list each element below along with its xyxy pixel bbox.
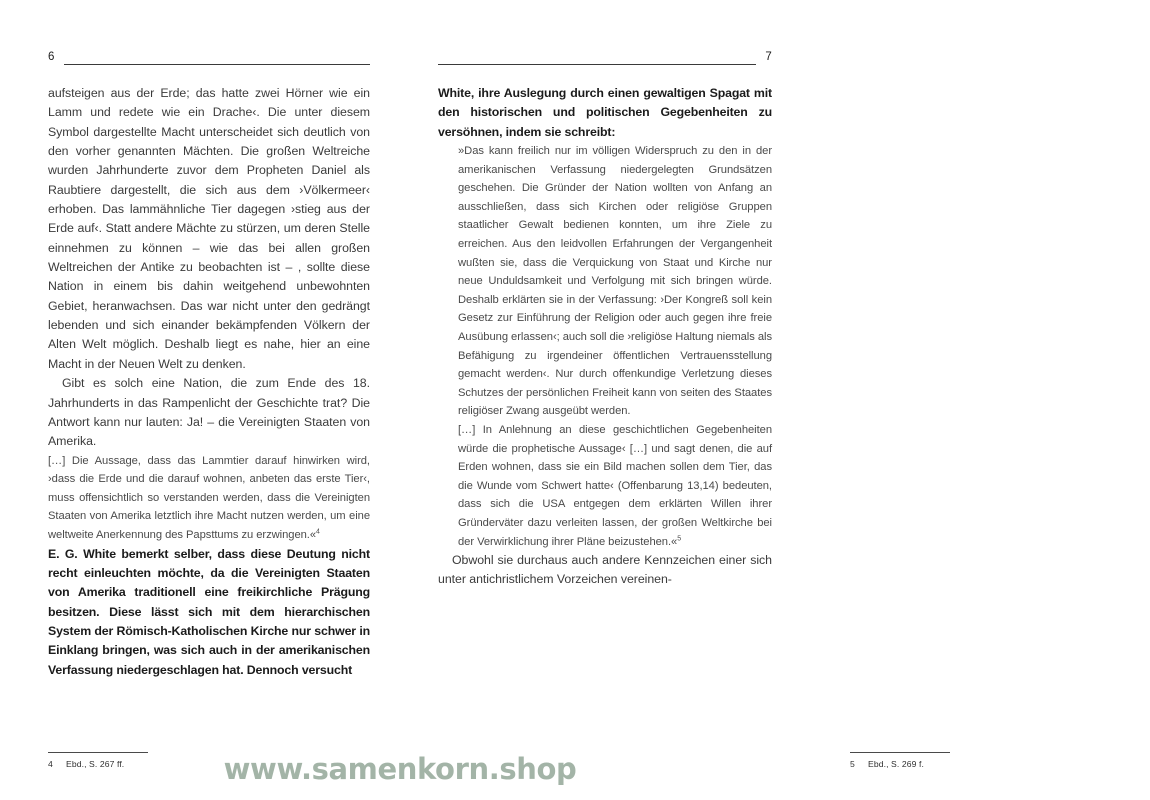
page-left: [0, 0, 400, 800]
block-quote: [458, 421, 772, 551]
running-head-rule: [438, 64, 756, 65]
footnote-item: [850, 758, 1150, 770]
running-head-left: [48, 40, 370, 66]
footnote-marker: 5: [677, 534, 682, 542]
footnote-separator-rule: [48, 752, 148, 753]
footnote-marker: 4: [316, 528, 320, 536]
footnotes-left: [48, 752, 353, 770]
block-quote: [48, 452, 370, 545]
footnote-text: Ebd., S. 269 f.: [868, 759, 924, 769]
running-head-right: [438, 40, 772, 66]
footnotes-right: [850, 752, 1150, 770]
paragraph: aufsteigen aus der Erde; das hatte zwei Hörner wie ein Lamm und redete wie ein Drache‹. Die unter diesem Symbol dargestellte Macht unterscheidet sich deutlich von den vorher genannten Mächten. Die großen Weltreiche wurden Jahrhunderte zuvor dem Propheten Daniel als Raubtiere dargestellt, die sich aus dem ›Völkermeer‹ erhoben. Das lammähnliche Tier dagegen ›stieg aus der Erde auf‹. Statt andere Mächte zu stürzen, um deren Stelle einnehmen zu können – wie das bei allen großen Weltreichen der Antike zu beobachten ist – , sollte diese Nation in einem bis dahin weitgehend unbewohnten Gebiet, heranwachsen. Das war nicht unter den gedrängt lebenden und sich einander bekämpfenden Völkern der Alten Welt möglich. Deshalb liegt es nahe, hier an eine Macht in der Neuen Welt zu denken.: [48, 86, 370, 371]
footnote-text: Ebd., S. 267 ff.: [66, 759, 125, 769]
footnote-item: [48, 758, 353, 770]
text-column-right: [438, 84, 772, 590]
text-column-left: [48, 84, 370, 680]
watermark: www.samenkorn.shop: [223, 752, 577, 786]
block-quote-text: […] Die Aussage, dass das Lammtier darauf hinwirken wird, ›dass die Erde und die darauf wohnen, anbeten das erste Tier‹, muss offensichtlich so verstanden werden, dass die Vereinigten Staaten von Amerika letztlich ihre Macht nutzen werden, um eine weltweite Anerkennung des Papsttums zu erzwingen.«: [48, 454, 370, 541]
page-right: [400, 0, 924, 800]
block-quote: »Das kann freilich nur im völligen Widerspruch zu den in der amerikanischen Verfassung niedergelegten Grundsätzen geschehen. Die Gründer der Nation wollten von Anfang an ausschließen, dass sich Kirchen oder religiöse Gruppen staatlicher Gewalt bedienen konnten, um ihre Ziele zu erreichen. Aus den leidvollen Erfahrungen der Vergangenheit wußten sie, dass die Verquickung von Staat und Kirche nur neue Unduldsamkeit und Verfolgung mit sich bringen würde. Deshalb erklärten sie in der Verfassung: ›Der Kongreß soll kein Gesetz zur Einführung der Religion oder auch gegen ihre freie Ausübung erlassen‹; auch soll die ›religiöse Haltung niemals als Befähigung zu irgendeiner öffentlichen Vertrauensstellung gemacht werden‹. Nur durch offenkundige Verletzung dieses Schutzes der persönlichen Freiheit kann von seiten des Staates religiöser Zwang ausgeübt werden.: [458, 145, 772, 418]
running-head-rule: [64, 64, 370, 65]
paragraph: Obwohl sie durchaus auch andere Kennzeichen einer sich unter antichristlichem Vorzeichen vereinen-: [438, 553, 772, 587]
footnote-number: 5: [850, 759, 855, 769]
footnote-number: 4: [48, 759, 53, 769]
paragraph-bold: E. G. White bemerkt selber, dass diese Deutung nicht recht einleuchten möchte, da die Vereinigten Staaten von Amerika traditionell eine freikirchliche Prägung besitzen. Diese lässt sich mit dem hierarchischen System der Römisch-Katholischen Kirche nur schwer in Einklang bringen, was sich auch in der amerikanischen Verfassung niedergeschlagen hat. Dennoch versucht: [48, 546, 370, 677]
footnote-separator-rule: [850, 752, 950, 753]
page-number-left: 6: [48, 50, 55, 63]
paragraph-bold: White, ihre Auslegung durch einen gewaltigen Spagat mit den historischen und politischen Gegebenheiten zu versöhnen, indem sie schreibt:: [438, 86, 772, 139]
block-quote-text: […] In Anlehnung an diese geschichtlichen Gegebenheiten würde die prophetische Aussage‹ […] und sagt denen, die auf Erden wohnen, dass sie ein Bild machen sollen dem Tier, das die Wunde vom Schwert hatte‹ (Offenbarung 13,14) bedeuten, dass sich die USA entgegen dem erklärten Willen ihrer Gründerväter dazu verleiten lassen, der großen Weltkirche bei der Verwirklichung ihrer Pläne beizustehen.«: [458, 423, 772, 548]
page-number-right: 7: [765, 50, 772, 63]
paragraph: Gibt es solch eine Nation, die zum Ende des 18. Jahrhunderts in das Rampenlicht der Geschichte trat? Die Antwort kann nur lauten: Ja! – die Vereinigten Staaten von Amerika.: [48, 376, 370, 449]
